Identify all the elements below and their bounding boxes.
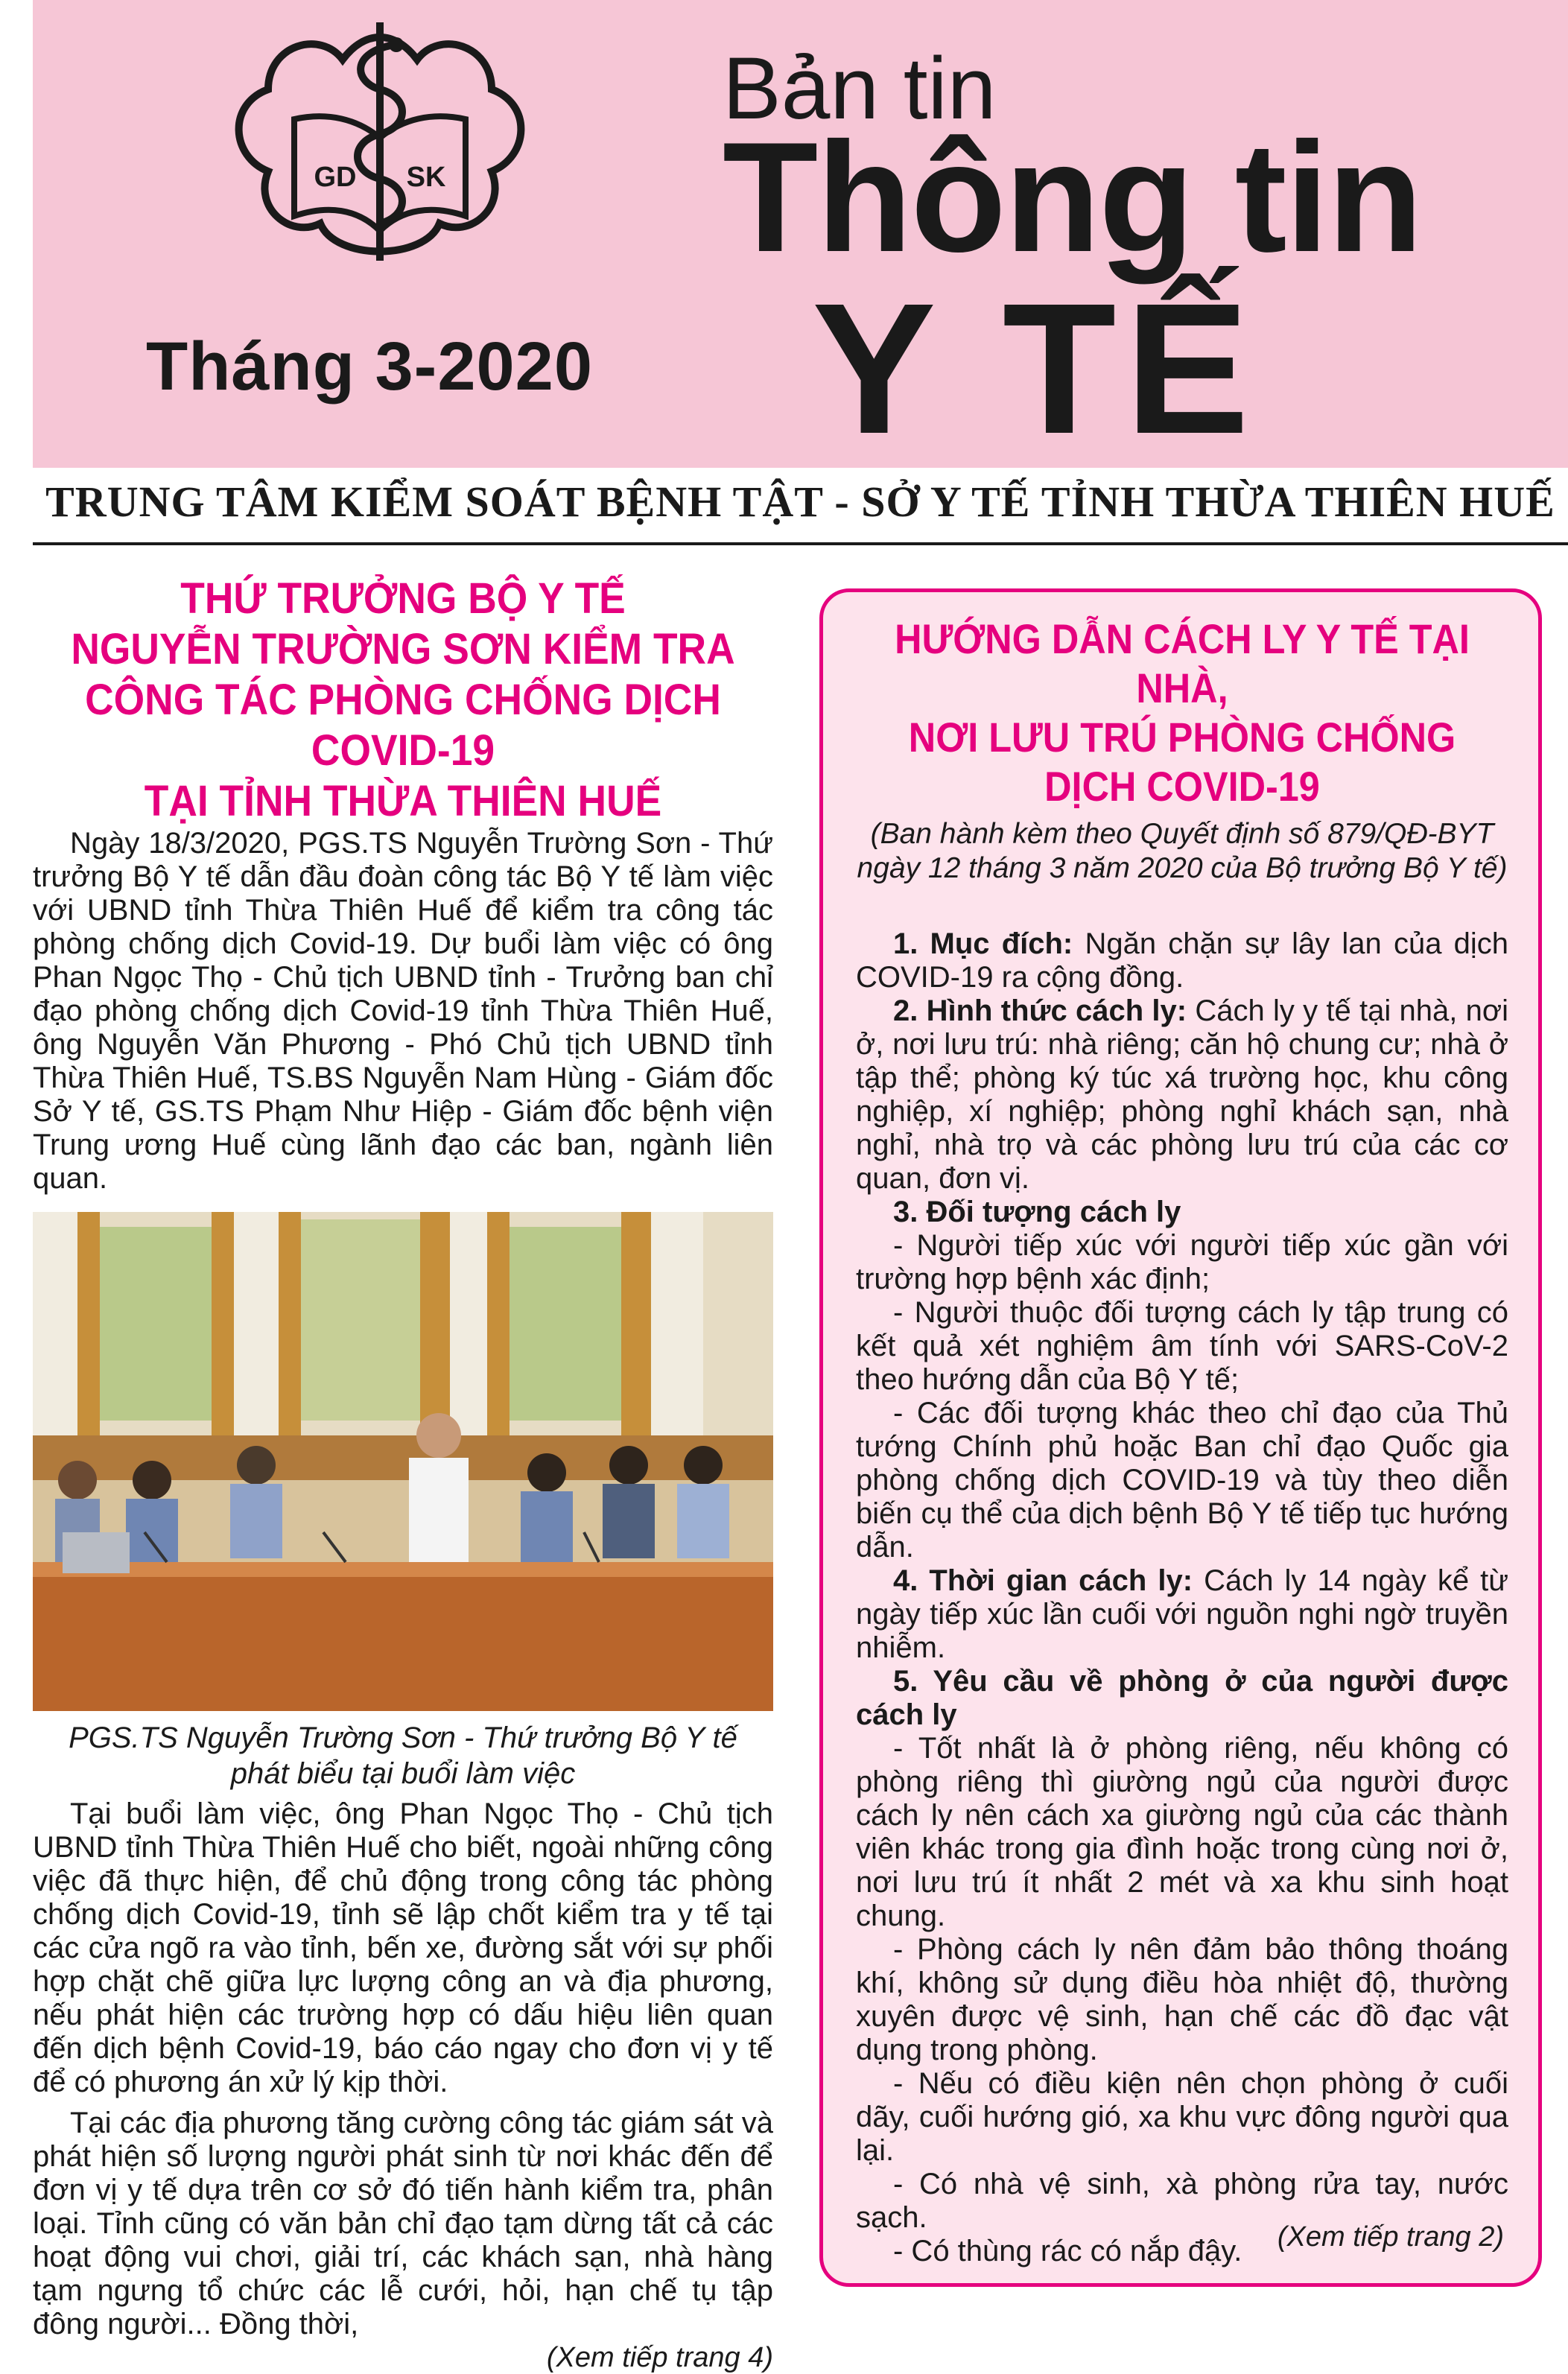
box-subtitle-line: (Ban hành kèm theo Quyết định số 879/QĐ-BYT (870, 818, 1494, 850)
section-heading: 5. Yêu cầu về phòng ở của người được cách ly (856, 1665, 1508, 1731)
box-title (889, 615, 1476, 811)
section-room (856, 1665, 1508, 1732)
continued-link: (Xem tiếp trang 4) (546, 2342, 773, 2373)
box-title-line: HƯỚNG DẪN CÁCH LY Y TẾ TẠI NHÀ, (895, 615, 1470, 711)
masthead-subtitle: Bản tin (723, 39, 997, 138)
section-text: Cách ly y tế tại nhà, nơi ở, nơi lưu trú: nhà riêng; căn hộ chung cư; nhà ở tập thể; phòng ký túc xá trường học, khu công nghiệp, xí nghiệp; phòng nghỉ khách sạn, nhà nghỉ, nhà trọ và các phòng lưu trú của các cơ quan, đơn vị. (856, 994, 1508, 1195)
article-title-line: NGUYỄN TRƯỜNG SƠN KIỂM TRA (71, 625, 735, 673)
caption-line: phát biểu tại buổi làm việc (230, 1757, 576, 1790)
meeting-photo (33, 1212, 773, 1711)
article-title (63, 574, 743, 827)
box-subtitle-line: ngày 12 tháng 3 năm 2020 của Bộ trưởng Bộ Y tế) (857, 852, 1508, 884)
paragraph: Ngày 18/3/2020, PGS.TS Nguyễn Trường Sơn - Thứ trưởng Bộ Y tế dẫn đầu đoàn công tác Bộ Y tế làm việc với UBND tỉnh Thừa Thiên Huế để kiểm tra công tác phòng chống dịch Covid-19. Dự buổi làm việc có ông Phan Ngọc Thọ - Chủ tịch UBND tỉnh - Trưởng ban chỉ đạo phòng chống dịch Covid-19 tỉnh Thừa Thiên Huế, ông Nguyễn Văn Phương - Phó Chủ tịch UBND tỉnh Thừa Thiên Huế, TS.BS Nguyễn Nam Hùng - Giám đốc Sở Y tế, GS.TS Phạm Như Hiệp - Giám đốc bệnh viện Trung ương Huế cùng lãnh đạo các ban, ngành liên quan. (33, 827, 773, 1195)
logo-text-right: SK (406, 162, 446, 193)
list-item: - Phòng cách ly nên đảm bảo thông thoáng khí, không sử dụng điều hòa nhiệt độ, thường xuyên được vệ sinh, hạn chế các đồ đạc vật dụng trong phòng. (856, 1933, 1508, 2066)
masthead-title: Thông tin (723, 110, 1422, 285)
section-duration (856, 1564, 1508, 1665)
section-subjects (856, 1196, 1508, 1229)
continued-link: (Xem tiếp trang 2) (1277, 2221, 1504, 2253)
divider (33, 542, 1568, 545)
list-item: - Các đối tượng khác theo chỉ đạo của Thủ tướng Chính phủ hoặc Ban chỉ đạo Quốc gia phòng chống dịch COVID-19 và tùy theo diễn biến cụ thể của dịch bệnh Bộ Y tế tiếp tục hướng dẫn. (856, 1397, 1508, 1564)
list-item: - Người tiếp xúc với người tiếp xúc gần với trường hợp bệnh xác định; (856, 1229, 1508, 1295)
section-heading: 2. Hình thức cách ly: (893, 994, 1187, 1027)
section-heading: 1. Mục đích: (893, 927, 1073, 960)
section-purpose (856, 927, 1508, 994)
left-article (33, 574, 773, 2374)
article-title-line: CÔNG TÁC PHÒNG CHỐNG DỊCH COVID-19 (85, 676, 721, 775)
list-item: - Nếu có điều kiện nên chọn phòng ở cuối dãy, cuối hướng gió, xa khu vực đông người qua lại. (856, 2067, 1508, 2167)
section-heading: 4. Thời gian cách ly: (893, 1564, 1193, 1597)
section-heading: 3. Đối tượng cách ly (893, 1196, 1181, 1228)
logo-caduceus-icon (223, 15, 536, 298)
list-item: - Tốt nhất là ở phòng riêng, nếu không có phòng riêng thì giường ngủ của người được cách ly nên cách xa giường ngủ của các thành viên khác trong gia đình hoặc trong cùng nơi ở, nơi lưu trú ít nhất 2 mét và xa khu sinh hoạt chung. (856, 1732, 1508, 1932)
article-title-line: THỨ TRƯỞNG BỘ Y TẾ (180, 574, 626, 623)
list-item: - Có thùng rác có nắp đậy. (893, 2235, 1242, 2267)
paragraph: Tại buổi làm việc, ông Phan Ngọc Thọ - Chủ tịch UBND tỉnh Thừa Thiên Huế cho biết, ngoài những công việc đã thực hiện, để chủ động trong công tác phòng chống dịch Covid-19, tỉnh sẽ lập chốt kiểm tra y tế tại các cửa ngõ ra vào tỉnh, bến xe, đường sắt với sự phối hợp chặt chẽ giữa lực lượng công an và địa phương, nếu phát hiện các trường hợp có dấu hiệu liên quan đến dịch bệnh Covid-19, báo cáo ngay cho đơn vị y tế để có phương án xử lý kịp thời. (33, 1797, 773, 2098)
guideline-box (819, 588, 1542, 2287)
section-text: Cách ly 14 ngày kể từ ngày tiếp xúc lần cuối với nguồn nghi ngờ truyền nhiễm. (856, 1564, 1508, 1664)
list-item: - Có nhà vệ sinh, xà phòng rửa tay, nước sạch. (856, 2168, 1508, 2234)
photo-caption (33, 1720, 773, 1791)
paragraph: Tại các địa phương tăng cường công tác giám sát và phát hiện số lượng người phát sinh từ nơi khác đến để đơn vị y tế dựa trên cơ sở đó tiến hành kiểm tra, phân loại. Tỉnh cũng có văn bản chỉ đạo tạm dừng tất cả các hoạt động vui chơi, giải trí, các khách sạn, nhà hàng tạm ngưng tổ chức các lễ cưới, hỏi, hạn chế tụ tập đông người... Đồng thời, (33, 2107, 773, 2340)
box-title-line: NƠI LƯU TRÚ PHÒNG CHỐNG DỊCH COVID-19 (908, 714, 1456, 810)
section-form (856, 994, 1508, 1196)
masthead-title-yte: Y TẾ (812, 264, 1259, 472)
list-item: - Người thuộc đối tượng cách ly tập trung có kết quả xét nghiệm âm tính với SARS-CoV-2 theo hướng dẫn của Bộ Y tế; (856, 1296, 1508, 1396)
organization-line: TRUNG TÂM KIỂM SOÁT BỆNH TẬT - SỞ Y TẾ TỈNH THỪA THIÊN HUẾ (45, 477, 1555, 526)
article-intro (33, 827, 773, 1196)
box-subtitle (856, 817, 1508, 886)
article-title-line: TẠI TỈNH THỪA THIÊN HUẾ (144, 777, 662, 825)
box-body (856, 927, 1508, 2268)
issue-month: Tháng 3-2020 (146, 329, 593, 404)
logo-text-left: GD (314, 162, 357, 193)
section-text: Ngăn chặn sự lây lan của dịch COVID-19 ra cộng đồng. (856, 927, 1508, 994)
meeting-photo-image (33, 1212, 773, 1711)
caption-line: PGS.TS Nguyễn Trường Sơn - Thứ trưởng Bộ Y tế (69, 1721, 737, 1754)
article-body (33, 1797, 773, 2341)
